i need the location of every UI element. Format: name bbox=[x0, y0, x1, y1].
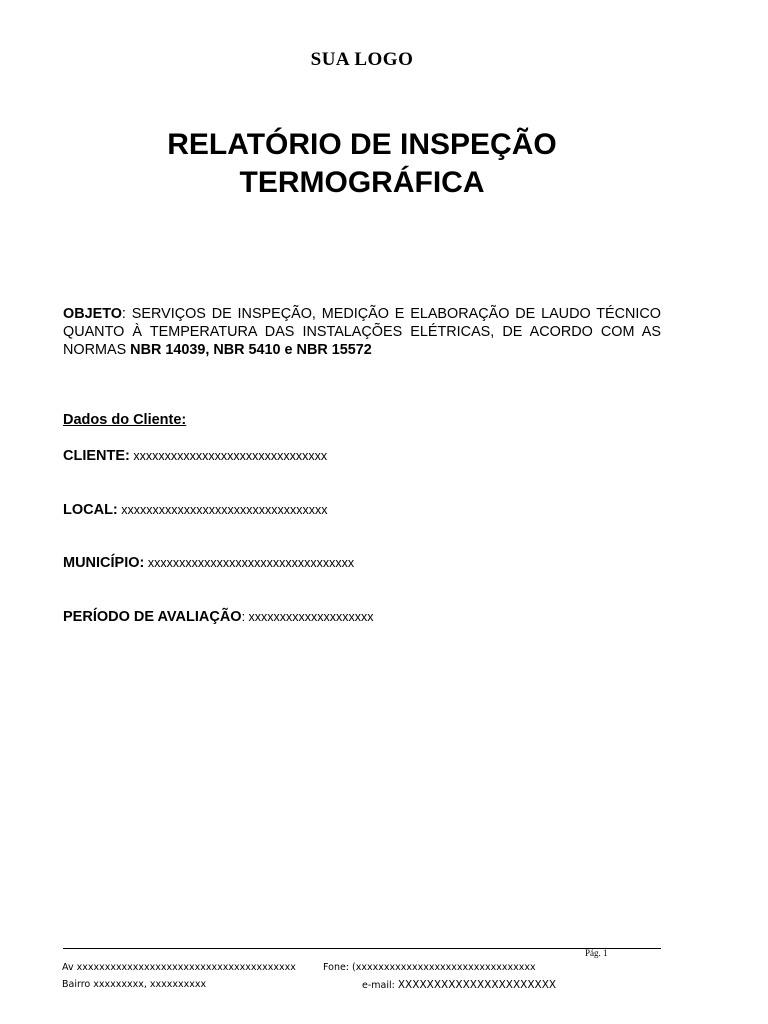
page-number: Pág. 1 bbox=[585, 948, 608, 958]
client-field bbox=[63, 448, 327, 464]
footer-phone: Fone: (xxxxxxxxxxxxxxxxxxxxxxxxxxxxxxxx bbox=[323, 962, 536, 973]
report-title bbox=[0, 126, 724, 202]
client-label: CLIENTE: bbox=[63, 448, 130, 464]
logo-placeholder: SUA LOGO bbox=[310, 49, 414, 70]
report-title-line-2: TERMOGRÁFICA bbox=[239, 166, 485, 199]
local-label: LOCAL: bbox=[63, 502, 118, 518]
footer-email bbox=[362, 979, 556, 991]
local-field bbox=[63, 502, 328, 518]
local-value: xxxxxxxxxxxxxxxxxxxxxxxxxxxxxxxxx bbox=[117, 503, 328, 517]
objeto-paragraph bbox=[63, 305, 661, 359]
footer-divider bbox=[63, 948, 661, 949]
footer-bairro: Bairro xxxxxxxxx, xxxxxxxxxx bbox=[62, 979, 207, 990]
periodo-label: PERÍODO DE AVALIAÇÃO bbox=[63, 609, 242, 625]
footer-email-label: e-mail: bbox=[362, 980, 398, 991]
objeto-label: OBJETO bbox=[63, 306, 122, 322]
periodo-value: : xxxxxxxxxxxxxxxxxxxx bbox=[241, 610, 374, 624]
municipio-value: xxxxxxxxxxxxxxxxxxxxxxxxxxxxxxxxx bbox=[144, 556, 355, 570]
periodo-field bbox=[63, 609, 374, 625]
client-data-heading: Dados do Cliente: bbox=[63, 412, 187, 428]
objeto-norms: NBR 14039, NBR 5410 e NBR 15572 bbox=[130, 342, 372, 358]
footer-address: Av xxxxxxxxxxxxxxxxxxxxxxxxxxxxxxxxxxxxxxx bbox=[62, 962, 296, 973]
municipio-field bbox=[63, 555, 354, 571]
footer-email-value: XXXXXXXXXXXXXXXXXXXXXX bbox=[397, 979, 557, 991]
client-value: xxxxxxxxxxxxxxxxxxxxxxxxxxxxxxx bbox=[129, 449, 328, 463]
objeto-text: : SERVIÇOS DE INSPEÇÃO, MEDIÇÃO E ELABORAÇÃO DE LAUDO TÉCNICO QUANTO À TEMPERATURA DAS INSTALAÇÕES ELÉTRICAS, DE ACORDO COM AS NORMAS bbox=[63, 306, 661, 358]
report-title-line-1: RELATÓRIO DE INSPEÇÃO bbox=[167, 128, 557, 161]
municipio-label: MUNICÍPIO: bbox=[63, 555, 145, 571]
